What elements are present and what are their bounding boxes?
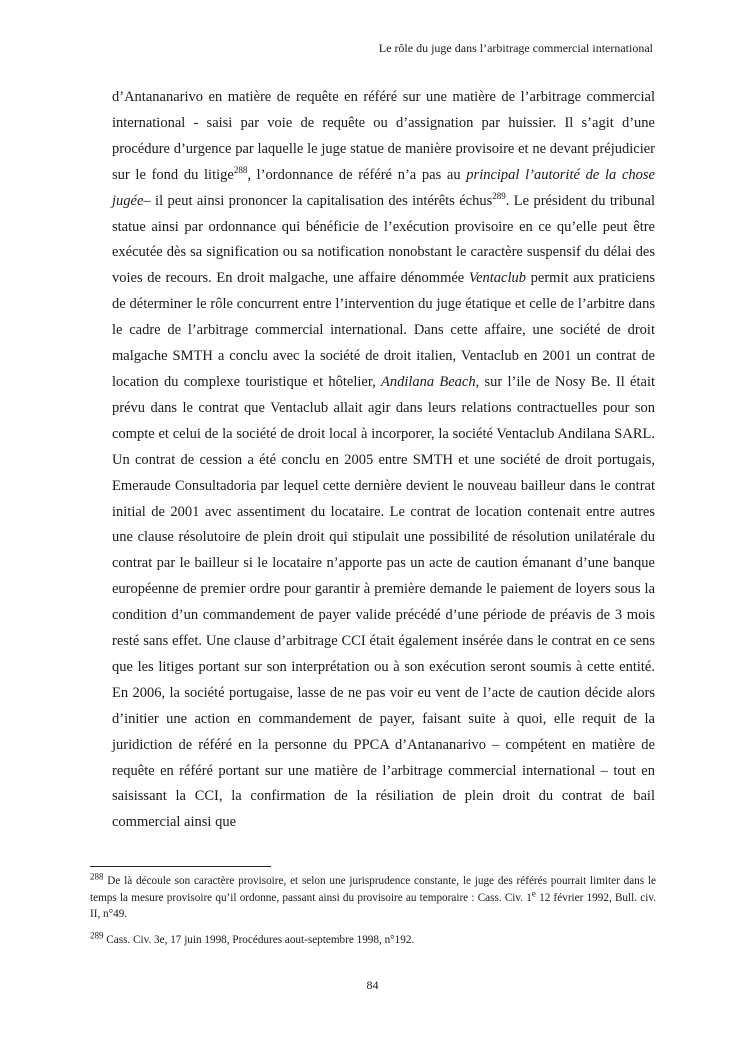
body-paragraph [112,85,655,836]
italic-case-name: Ventaclub [468,270,527,287]
footnote-number: 288 [90,871,104,882]
footnote-text: Cass. Civ. 3e, 17 juin 1998, Procédures aout-septembre 1998, n°192. [103,934,415,946]
footnote-reference-288[interactable]: 288 [233,164,248,175]
body-text-segment: , l’ordonnance de référé n’a pas au [247,166,467,183]
footnote-separator [90,866,271,867]
body-text-segment: permit aux praticiens de déterminer le rôle concurrent entre l’intervention du juge étatique et celle de l’arbitre dans le cadre de l’arbitrage commercial international. Dans cette affaire, une société de droit malgache SMTH a conclu avec la société de droit italien, Ventaclub en 2001 un contrat de location du complexe touristique et hôtelier, [112,270,656,390]
italic-phrase: principal l’autorité de la chose jugée [112,166,655,209]
body-text-segment: , sur l’ile de Nosy Be. Il était prévu dans le contrat que Ventaclub allait agir dans leurs relations contractuelles pour son compte et celui de la société de droit local à incorporer, la société Ventaclub Andilana SARL. Un contrat de cession a été conclu en 2005 entre SMTH et une société de droit portugais, Emeraude Consultadoria par lequel cette dernière devient le nouveau bailleur dans le contrat initial de 2001 avec assentiment du locataire. Le contrat de location contenait entre autres une clause résolutoire de plein droit qui stipulait une possibilité de résolution unilatérale du contrat par le bailleur si le locataire n’apporte pas un acte de caution émanant d’une banque européenne de premier ordre pour garantir à première demande le paiement de loyers sous la condition d’un commandement de payer valide précédé d’une période de préavis de 3 mois resté sans effet. Une clause d’arbitrage CCI était également insérée dans le contrat en ce sens que les litiges portant sur son interprétation ou à son exécution seront soumis à cette entité. En 2006, la société portugaise, lasse de ne pas voir eu vent de l’acte de caution décide alors d’initier une action en commandement de payer, faisant suite à quoi, elle requit de la juridiction de référé en la personne du PPCA d’Antananarivo – compétent en matière de requête en référé portant sur une matière de l’arbitrage commercial international – tout en saisissant la CCI, la confirmation de la résiliation de plein droit du contrat de bail commercial ainsi que [112,373,655,831]
footnote-text: De là découle son caractère provisoire, et selon une jurisprudence constante, le juge des référés pourrait limiter dans le temps la mesure provisoire qu’il ordonne, passant ainsi du provisoire au temporaire : Cass. Civ. 1 [90,875,656,904]
body-text-segment: d’Antananarivo en matière de requête en référé sur une matière de l’arbitrage commercial international - saisi par voie de requête ou d’assignation par huissier. Il s’agit d’une procédure d’urgence par laquelle le juge statue de manière provisoire et ne devant préjudicier sur le fond du litige [112,89,655,183]
page-number: 84 [366,978,379,992]
body-text-segment: . Le président du tribunal statue ainsi par ordonnance qui bénéficie de l’exécution provisoire en ce qu’elle peut être exécutée dès sa signification ou sa notification nonobstant le caractère suspensif du délai des voies de recours. En droit malgache, une affaire dénommée [112,192,655,287]
italic-place-name: Andilana Beach [380,373,476,390]
footnote-superscript: e [531,887,536,898]
footnote-288 [90,873,656,923]
body-text-segment: – il peut ainsi prononcer la capitalisation des intérêts échus [143,192,493,209]
running-header: Le rôle du juge dans l’arbitrage commercial international [378,41,653,55]
footnote-289 [90,932,656,949]
footnote-reference-289[interactable]: 289 [492,190,506,201]
footnote-text: 12 février 1992, Bull. civ. II, n°49. [90,891,656,920]
footnote-number: 289 [90,930,104,941]
